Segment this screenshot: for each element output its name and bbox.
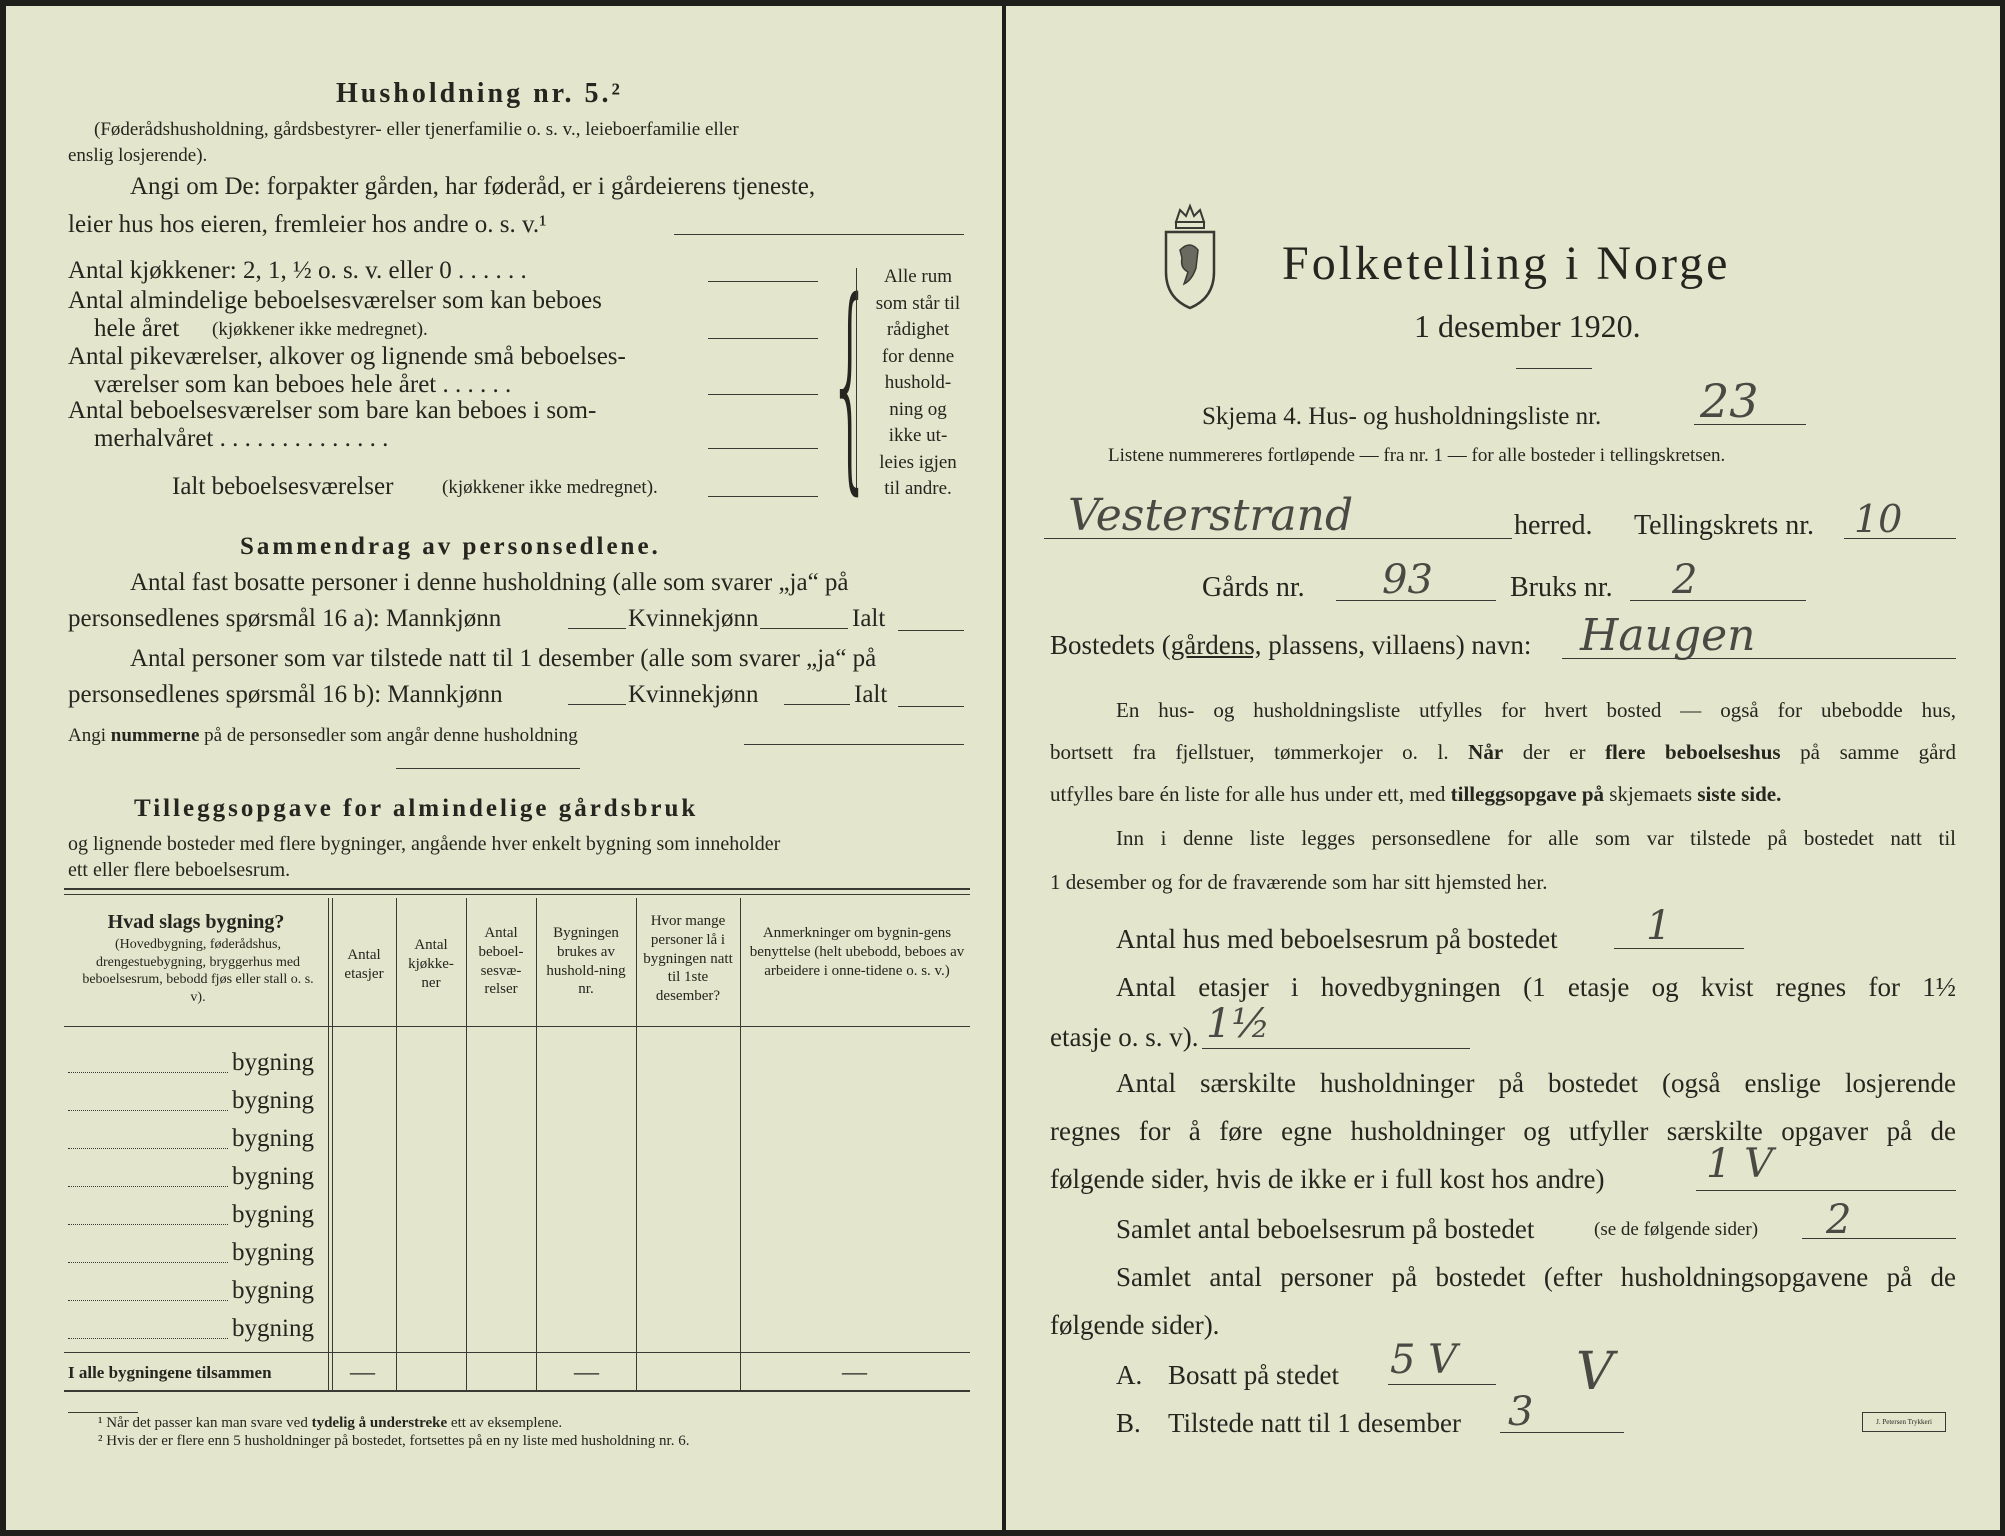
- ialt-note: (kjøkkener ikke medregnet).: [442, 477, 658, 498]
- bruks-label: Bruks nr.: [1510, 572, 1613, 603]
- tilstede-line-2: personsedlenes spørsmål 16 b): Mannkjønn: [68, 681, 503, 708]
- footnote-bold: tydelig å understreke: [311, 1415, 448, 1431]
- brace-note-line: for denne: [881, 345, 955, 367]
- table-col-divider: [536, 898, 537, 1390]
- tilstede-label: Tilstede natt til 1 desember: [1168, 1408, 1461, 1438]
- kjokken-answer-line: [708, 281, 818, 282]
- fast-mann-line: [568, 628, 626, 629]
- row-blank: [68, 1148, 228, 1149]
- nummer-text: Angi: [68, 725, 111, 746]
- angi-line-1: Angi om De: forpakter gården, har føderåd, er i gårdeierens tjeneste,: [130, 173, 816, 200]
- skjema-label: Skjema 4. Hus- og husholdningsliste nr.: [1202, 403, 1602, 430]
- col-building-type-sub: (Hovedbygning, føderådshus, drengestuebygning, bryggerhus med beboelsesrum, bebodd fjøs eller stall o. s. v).: [82, 937, 314, 1005]
- ialt-answer-line: [708, 496, 818, 497]
- nummer-bold: nummerne: [110, 725, 200, 746]
- tilstede-line: [1500, 1432, 1624, 1433]
- herred-line: [1044, 538, 1512, 539]
- table-col-divider: [328, 898, 329, 1390]
- pike-label-1: Antal pikeværelser, alkover og lignende små beboelses-: [68, 343, 626, 370]
- saer-line-1: Antal særskilte husholdninger på bostedet (også enslige losjerende: [1116, 1068, 1956, 1098]
- total-label: I alle bygningene tilsammen: [68, 1363, 272, 1382]
- table-top-rule-2: [64, 894, 970, 895]
- bosted-underlined: gårdens,: [1170, 630, 1262, 660]
- printer-stamp: J. Petersen Trykkeri: [1862, 1412, 1946, 1432]
- bosted-value: Haugen: [1580, 610, 1756, 661]
- table-col-divider: [466, 898, 467, 1390]
- fast-kvinne-label: Kvinnekjønn: [628, 605, 759, 632]
- listene-note: Listene nummereres fortløpende — fra nr. 1 — for alle bosteder i tellingskretsen.: [1108, 445, 1726, 466]
- ialt-label: Ialt beboelsesværelser: [172, 473, 394, 500]
- row-blank: [68, 1186, 228, 1187]
- col-beboelsesvaerelser: Antal beboel-sesvæ-relser: [478, 925, 524, 998]
- fast-ialt-line: [898, 630, 964, 631]
- etasjer-line-1: Antal etasjer i hovedbygningen (1 etasje og kvist regnes for 1½: [1116, 972, 1956, 1002]
- samlet-pers-line-1: Samlet antal personer på bostedet (efter husholdningsopgavene på de: [1116, 1262, 1956, 1292]
- right-page: [1006, 6, 2000, 1530]
- brace-note-line: som står til: [875, 292, 961, 314]
- census-date: 1 desember 1920.: [1414, 308, 1641, 344]
- row-label: bygning: [232, 1277, 314, 1304]
- row-blank: [68, 1262, 228, 1263]
- footnote-1: [98, 1416, 562, 1431]
- total-husholdning-dash: —: [574, 1359, 599, 1386]
- info-text: der er: [1503, 740, 1606, 764]
- household-title: Husholdning nr. 5.²: [336, 78, 623, 109]
- tilstede-kvinne-label: Kvinnekjønn: [628, 681, 759, 708]
- table-col-divider: [332, 898, 333, 1390]
- tilstede-kvinne-line: [784, 704, 850, 705]
- saer-line-3: følgende sider, hvis de ikke er i full kost hos andre): [1050, 1164, 1605, 1194]
- etasjer-line: [1202, 1048, 1470, 1049]
- hus-line: [1614, 948, 1744, 949]
- kjokken-label: Antal kjøkkener: 2, 1, ½ o. s. v. eller 0 . . . . . .: [68, 257, 527, 284]
- row-label: bygning: [232, 1125, 314, 1152]
- supp-title: Tilleggsopgave for almindelige gårdsbruk: [134, 795, 699, 822]
- info-line-4: Inn i denne liste legges personsedlene for alle som var tilstede på bostedet natt til: [1116, 826, 1956, 850]
- supp-line-2: ett eller flere beboelsesrum.: [68, 859, 291, 881]
- b-label: B.: [1116, 1408, 1141, 1438]
- etasjer-value: 1½: [1206, 1001, 1271, 1047]
- col-anmerkninger: Anmerkninger om bygnin-gens benyttelse (helt ubebodd, beboes av arbeidere i onne-tidene o. s. v.): [749, 925, 965, 979]
- gards-line: [1336, 600, 1496, 601]
- bosatt-value: 5 V: [1390, 1337, 1458, 1383]
- nummer-answer-line: [744, 744, 964, 745]
- info-text: bortsett fra fjellstuer, tømmerkojer o. l.: [1050, 740, 1469, 764]
- alm-label-1: Antal almindelige beboelsesværelser som kan beboes: [68, 287, 602, 314]
- brace-note-line: Alle rum: [883, 266, 953, 287]
- col-husholdning-nr: Bygningen brukes av hushold-ning nr.: [546, 925, 626, 998]
- row-label: bygning: [232, 1049, 314, 1076]
- bosatt-line: [1388, 1384, 1496, 1385]
- check-mark: V: [1576, 1342, 1614, 1402]
- info-text: på samme gård: [1780, 740, 1956, 764]
- tellingskrets-line: [1844, 538, 1956, 539]
- footnote-2: ² Hvis der er flere enn 5 husholdninger på bostedet, fortsettes på en ny liste med husholdning nr. 6.: [98, 1433, 690, 1449]
- brace-divider: [856, 268, 857, 488]
- row-label: bygning: [232, 1201, 314, 1228]
- gards-label: Gårds nr.: [1202, 572, 1305, 603]
- brace-icon: {: [828, 252, 873, 516]
- bosted-line: [1562, 658, 1956, 659]
- a-label: A.: [1116, 1360, 1143, 1390]
- skjema-nr-line: [1694, 424, 1806, 425]
- table-col-divider: [740, 898, 741, 1390]
- row-blank: [68, 1110, 228, 1111]
- footnote-text: ett av eksemplene.: [447, 1415, 563, 1431]
- nummer-text: på de personsedler som angår denne husholdning: [199, 725, 578, 746]
- nummer-line: [68, 726, 578, 745]
- alm-answer-line: [708, 338, 818, 339]
- hus-value: 1: [1646, 903, 1672, 949]
- info-bold: Når: [1468, 740, 1504, 764]
- brace-note-line: til andre.: [884, 478, 952, 499]
- info-bold: siste side.: [1697, 782, 1782, 806]
- col-etasjer: Antal etasjer: [344, 947, 384, 982]
- household-note-2: enslig losjerende).: [68, 145, 208, 166]
- info-text: utfylles bare én liste for alle hus under ett, med: [1050, 782, 1451, 806]
- angi-line-2: leier hus hos eieren, fremleier hos andre o. s. v.¹: [68, 211, 547, 238]
- bosatt-label: Bosatt på stedet: [1168, 1360, 1339, 1390]
- alm-label-2: hele året: [94, 315, 180, 342]
- samlet-rum-label: Samlet antal beboelsesrum på bostedet: [1116, 1214, 1535, 1244]
- brace-note-line: rådighet: [886, 319, 950, 340]
- brace-note-line: ning og: [889, 398, 947, 420]
- samlet-rum-line: [1802, 1238, 1956, 1239]
- section-divider: [396, 768, 580, 769]
- table-header-rule: [64, 1026, 970, 1027]
- brace-note-line: hushold-: [884, 372, 952, 393]
- sommer-answer-line: [708, 448, 818, 449]
- coat-of-arms-icon: [1162, 202, 1218, 316]
- table-top-rule: [64, 888, 970, 890]
- row-label: bygning: [232, 1239, 314, 1266]
- bosted-label: [1050, 632, 1531, 659]
- tilstede-mann-line: [568, 704, 626, 705]
- sommer-label-1: Antal beboelsesværelser som bare kan beboes i som-: [68, 397, 597, 424]
- alm-label-note: (kjøkkener ikke medregnet).: [212, 319, 428, 340]
- fast-ialt-label: Ialt: [852, 605, 886, 632]
- skjema-nr-value: 23: [1700, 374, 1759, 428]
- gards-value: 93: [1382, 557, 1433, 603]
- row-blank: [68, 1300, 228, 1301]
- title-divider: [1516, 368, 1592, 369]
- pike-label-2: værelser som kan beboes hele året . . . . . .: [94, 371, 512, 398]
- fast-kvinne-line: [760, 628, 848, 629]
- info-line-2: [1050, 742, 1956, 763]
- fast-line-2: personsedlenes spørsmål 16 a): Mannkjønn: [68, 605, 502, 632]
- tilstede-ialt-line: [898, 706, 964, 707]
- brace-note-line: leies igjen: [879, 451, 957, 473]
- summary-title: Sammendrag av personsedlene.: [240, 533, 661, 560]
- row-blank: [68, 1072, 228, 1073]
- herred-value: Vesterstrand: [1068, 490, 1354, 541]
- info-bold: tilleggsopgave på: [1450, 782, 1605, 806]
- fast-line-1: Antal fast bosatte personer i denne husholdning (alle som svarer „ja“ på: [130, 569, 849, 596]
- footnote-rule: [68, 1412, 138, 1413]
- bosted-text: plassens, villaens) navn:: [1261, 630, 1532, 660]
- samlet-pers-line-2: følgende sider).: [1050, 1310, 1220, 1340]
- info-text: skjemaets: [1604, 782, 1698, 806]
- col-personer: Hvor mange personer lå i bygningen natt til 1ste desember?: [643, 913, 733, 1004]
- total-anmerkning-dash: —: [842, 1359, 867, 1386]
- left-page: [6, 6, 1002, 1530]
- footnote-text: ¹ Når det passer kan man svare ved: [98, 1415, 312, 1431]
- row-label: bygning: [232, 1087, 314, 1114]
- census-title: Folketelling i Norge: [1282, 237, 1731, 290]
- samlet-rum-note: (se de følgende sider): [1594, 1219, 1759, 1240]
- col-kjokkener: Antal kjøkke-ner: [408, 937, 454, 991]
- hus-label: Antal hus med beboelsesrum på bostedet: [1116, 924, 1558, 954]
- angi-answer-line: [674, 234, 964, 235]
- row-blank: [68, 1224, 228, 1225]
- info-line-3: [1050, 784, 1781, 805]
- info-bold: flere beboelseshus: [1605, 740, 1781, 764]
- bruks-line: [1630, 600, 1806, 601]
- sommer-label-2: merhalvåret . . . . . . . . . . . . . .: [94, 425, 389, 452]
- supp-line-1: og lignende bosteder med flere bygninger, angående hver enkelt bygning som inneholder: [68, 833, 781, 855]
- row-label: bygning: [232, 1163, 314, 1190]
- tilstede-line-1: Antal personer som var tilstede natt til 1 desember (alle som svarer „ja“ på: [130, 645, 877, 672]
- bosted-text: Bostedets (: [1050, 630, 1171, 660]
- saer-value: 1 V: [1706, 1141, 1774, 1187]
- brace-note: [864, 264, 972, 503]
- table-total-rule: [64, 1352, 970, 1353]
- table-col-divider: [636, 898, 637, 1390]
- etasjer-line-2: etasje o. s. v).: [1050, 1022, 1199, 1052]
- tellingskrets-value: 10: [1854, 497, 1903, 541]
- household-note: (Føderådshusholdning, gårdsbestyrer- eller tjenerfamilie o. s. v., leieboerfamilie eller: [94, 119, 739, 140]
- table-col-divider: [396, 898, 397, 1390]
- saer-line-2: regnes for å føre egne husholdninger og utfyller særskilte opgaver på de: [1050, 1116, 1956, 1146]
- tilstede-ialt-label: Ialt: [854, 681, 888, 708]
- info-line-1: En hus- og husholdningsliste utfylles for hvert bosted — også for ubebodde hus,: [1116, 698, 1956, 722]
- samlet-rum-value: 2: [1826, 1197, 1852, 1243]
- col-building-type: Hvad slags bygning?: [107, 911, 285, 933]
- total-etasjer-dash: —: [350, 1359, 375, 1386]
- pike-answer-line: [708, 394, 818, 395]
- tellingskrets-label: Tellingskrets nr.: [1634, 510, 1815, 541]
- bruks-value: 2: [1672, 557, 1698, 603]
- brace-note-line: ikke ut-: [888, 425, 948, 446]
- row-label: bygning: [232, 1315, 314, 1342]
- row-blank: [68, 1338, 228, 1339]
- tilstede-value: 3: [1508, 1389, 1534, 1435]
- saer-line: [1696, 1190, 1956, 1191]
- herred-label: herred.: [1514, 510, 1593, 541]
- info-line-5: 1 desember og for de fraværende som har sitt hjemsted her.: [1050, 870, 1548, 894]
- table-bottom-rule: [64, 1390, 970, 1392]
